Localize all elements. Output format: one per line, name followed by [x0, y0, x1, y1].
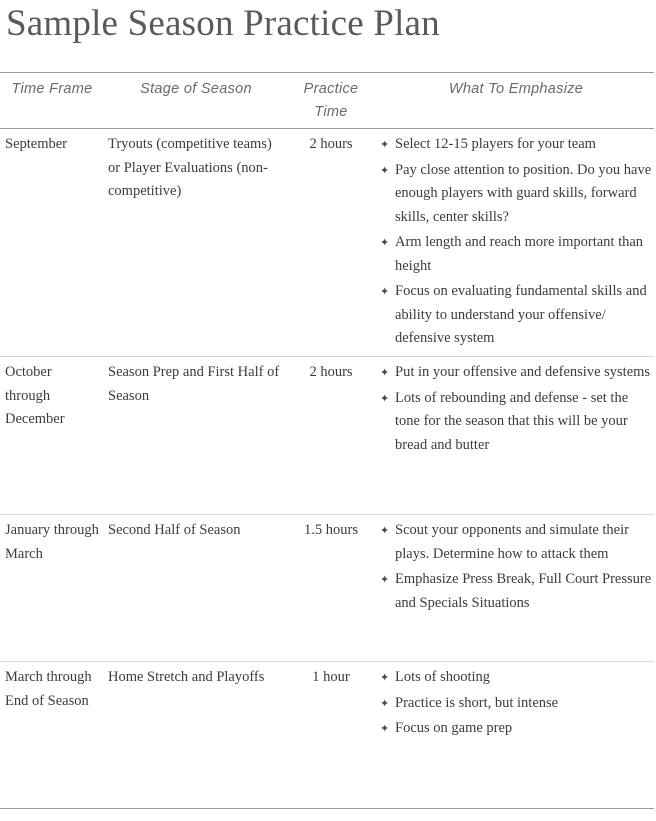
emphasize-item: ✦ Scout your opponents and simulate their plays. Determine how to attack them [380, 519, 652, 566]
four-point-star-icon: ✦ [380, 696, 390, 710]
header-time-frame: Time Frame [11, 81, 93, 97]
emphasize-list [380, 361, 652, 457]
emphasize-item: ✦ Pay close attention to position. Do you have enough players with guard skills, forward skills, center skills? [380, 159, 652, 230]
four-point-star-icon: ✦ [380, 285, 390, 298]
header-stage-of-season: Stage of Season [140, 81, 252, 97]
stage-cell: Season Prep and First Half of Season [108, 364, 280, 404]
time-frame-cell: October through December [5, 364, 65, 427]
emphasize-item: ✦ Emphasize Press Break, Full Court Pressure and Specials Situations [380, 568, 652, 615]
stage-cell: Second Half of Season [108, 522, 241, 538]
four-point-star-icon: ✦ [380, 366, 390, 379]
four-point-star-icon: ✦ [380, 391, 390, 405]
header-bottom-rule [0, 128, 654, 129]
emphasize-item: ✦ Lots of rebounding and defense - set the tone for the season that this will be your bread and butter [380, 387, 652, 458]
emphasize-cell [380, 519, 652, 617]
emphasize-item: ✦ Lots of shooting [380, 666, 652, 690]
emphasize-item: ✦ Practice is short, but intense [380, 692, 652, 716]
emphasize-cell [380, 133, 652, 353]
emphasize-cell [380, 666, 652, 743]
stage-cell: Tryouts (competitive teams) or Player Evaluations (non-competitive) [108, 136, 272, 199]
practice-time-cell: 2 hours [309, 136, 353, 152]
row-separator [0, 661, 654, 662]
four-point-star-icon: ✦ [380, 138, 390, 151]
emphasize-item: ✦ Focus on game prep [380, 717, 652, 741]
table-bottom-rule [0, 808, 654, 809]
header-practice-time [290, 78, 372, 124]
four-point-star-icon: ✦ [380, 163, 390, 177]
emphasize-cell [380, 361, 652, 459]
four-point-star-icon: ✦ [380, 722, 390, 735]
four-point-star-icon: ✦ [380, 524, 390, 537]
header-practice-line2: Time [314, 104, 348, 120]
emphasize-item: ✦ Focus on evaluating fundamental skills and ability to understand your offensive/ defensive system [380, 280, 652, 351]
emphasize-item: ✦ Put in your offensive and defensive systems [380, 361, 652, 385]
emphasize-list [380, 519, 652, 615]
header-what-to-emphasize: What To Emphasize [448, 81, 584, 97]
practice-time-cell: 1.5 hours [304, 522, 358, 538]
emphasize-list [380, 666, 652, 741]
emphasize-item: ✦ Arm length and reach more important than height [380, 231, 652, 278]
emphasize-list [380, 133, 652, 351]
time-frame-cell: March through End of Season [5, 669, 92, 709]
practice-time-cell: 1 hour [312, 669, 350, 685]
four-point-star-icon: ✦ [380, 236, 390, 249]
time-frame-cell: January through March [5, 522, 99, 562]
header-top-rule [0, 72, 654, 73]
four-point-star-icon: ✦ [380, 671, 390, 684]
emphasize-item: ✦ Select 12-15 players for your team [380, 133, 652, 157]
four-point-star-icon: ✦ [380, 573, 390, 586]
row-separator [0, 356, 654, 357]
header-practice-line1: Practice [303, 81, 359, 97]
page-title: Sample Season Practice Plan [6, 3, 440, 44]
time-frame-cell: September [5, 136, 68, 152]
practice-time-cell: 2 hours [309, 364, 353, 380]
row-separator [0, 514, 654, 515]
stage-cell: Home Stretch and Playoffs [108, 669, 265, 685]
